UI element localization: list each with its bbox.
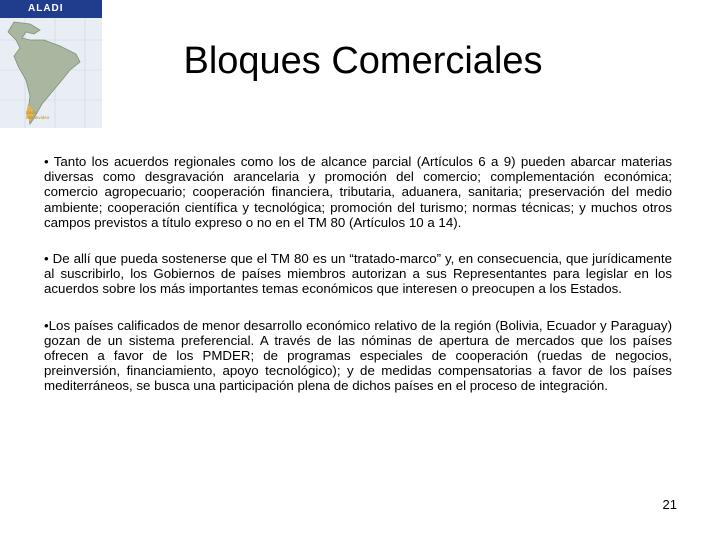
slide-body — [44, 154, 672, 415]
logo-caption-line2: Montevideo — [26, 115, 50, 120]
logo-caption-line1: Sede — [26, 110, 37, 115]
logo-brand: ALADI — [0, 0, 102, 18]
paragraph-1: • Tanto los acuerdos regionales como los de alcance parcial (Artículos 6 a 9) pueden abarcar materias diversas como desgravación arancelaria y promoción del comercio; complementación económica; comercio agropecuario; cooperación financiera, tributaria, aduanera, sanitaria; preservación del medio ambiente; cooperación científica y tecnológica; promoción del turismo; normas técnicas; y muchos otros campos previstos a título expreso o no en el TM 80 (Artículos 10 a 14). — [44, 154, 672, 230]
paragraph-2: • De allí que pueda sostenerse que el TM 80 es un “tratado-marco” y, en consecuencia, que jurídicamente al suscribirlo, los Gobiernos de países miembros autorizan a sus Representantes para legislar en los acuerdos sobre los más importantes temas económicos que interesen o preocupen a los Estados. — [44, 251, 672, 297]
page-number: 21 — [662, 497, 677, 512]
logo-caption — [26, 110, 49, 120]
paragraph-3: •Los países calificados de menor desarrollo económico relativo de la región (Bolivia, Ecuador y Paraguay) gozan de un sistema preferencial. A través de las nóminas de apertura de mercados que los países ofrecen a favor de los PMDER; de programas especiales de cooperación (ruedas de negocios, preinversión, financiamiento, apoyo tecnológico); y de medidas compensatorias a favor de los países mediterráneos, se busca una participación plena de dichos países en el proceso de integración. — [44, 317, 672, 394]
slide-title: Bloques Comerciales — [183, 40, 543, 82]
